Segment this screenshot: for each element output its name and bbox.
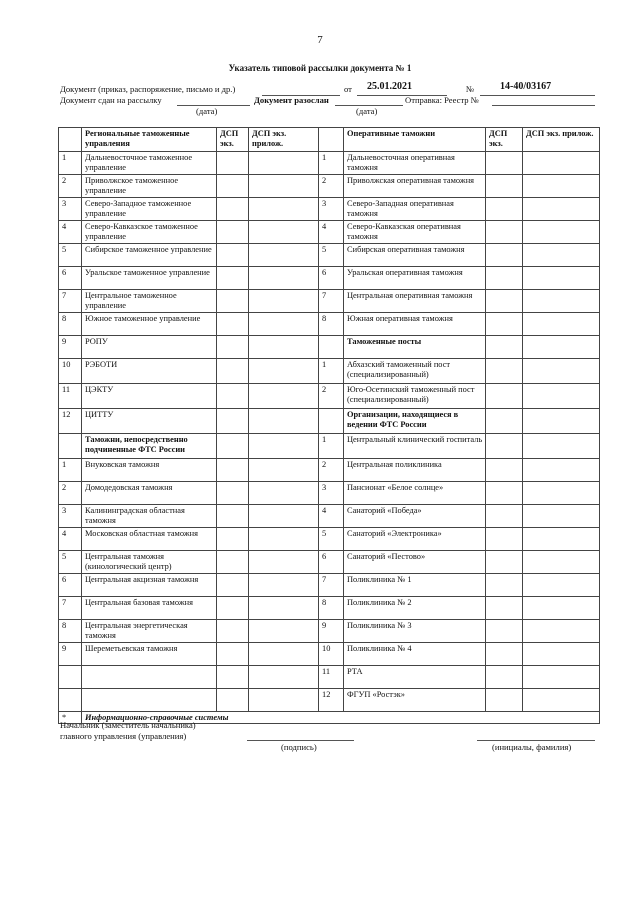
table-row <box>59 643 600 666</box>
left-dsp-copies-cell <box>217 689 249 712</box>
left-recipient-name: Северо-Кавказское таможенное управление <box>82 221 217 244</box>
right-row-number: 12 <box>319 689 344 712</box>
right-dsp-attachments-cell <box>523 244 600 267</box>
right-dsp-attachments-cell <box>523 313 600 336</box>
table-row <box>59 528 600 551</box>
right-recipient-name: Центральный клинический госпиталь <box>344 434 486 459</box>
doc-type-label: Документ (приказ, распоряжение, письмо и др.) <box>60 84 236 94</box>
left-dsp-copies-cell <box>217 175 249 198</box>
left-dsp-copies-cell <box>217 384 249 409</box>
left-recipient-name: Московская областная таможня <box>82 528 217 551</box>
left-dsp-copies-cell <box>217 221 249 244</box>
right-row-number: 1 <box>319 152 344 175</box>
header-num-right <box>319 128 344 152</box>
right-dsp-copies-cell <box>486 384 523 409</box>
left-recipient-name: РЭБОТИ <box>82 359 217 384</box>
footer-text: Информационно-справочные системы <box>82 712 600 724</box>
right-dsp-copies-cell <box>486 597 523 620</box>
right-dsp-attachments-cell <box>523 221 600 244</box>
left-recipient-name: Центральная энергетическая таможня <box>82 620 217 643</box>
right-row-number: 2 <box>319 384 344 409</box>
header-dsp-copies-right: ДСП экз. <box>486 128 523 152</box>
left-dsp-copies-cell <box>217 505 249 528</box>
right-recipient-name: Приволжская оперативная таможня <box>344 175 486 198</box>
right-recipient-name: Поликлиника № 3 <box>344 620 486 643</box>
right-dsp-copies-cell <box>486 198 523 221</box>
table-row <box>59 244 600 267</box>
right-row-number: 3 <box>319 198 344 221</box>
right-dsp-attachments-cell <box>523 434 600 459</box>
left-dsp-attachments-cell <box>249 551 319 574</box>
right-dsp-copies-cell <box>486 689 523 712</box>
right-row-number: 2 <box>319 175 344 198</box>
right-dsp-attachments-cell <box>523 336 600 359</box>
right-recipient-name: ФГУП «Ростэк» <box>344 689 486 712</box>
left-recipient-name: Дальневосточное таможенное управление <box>82 152 217 175</box>
left-recipient-name: Центральная таможня (кинологический центр) <box>82 551 217 574</box>
left-dsp-attachments-cell <box>249 597 319 620</box>
doc-from-label: от <box>344 84 352 94</box>
left-row-number <box>59 689 82 712</box>
left-dsp-attachments-cell <box>249 666 319 689</box>
right-dsp-copies-cell <box>486 336 523 359</box>
table-row <box>59 666 600 689</box>
left-dsp-attachments-cell <box>249 459 319 482</box>
left-row-number: 12 <box>59 409 82 434</box>
right-recipient-name: Северо-Западная оперативная таможня <box>344 198 486 221</box>
left-dsp-attachments-cell <box>249 482 319 505</box>
name-caption: (инициалы, фамилия) <box>492 742 572 752</box>
right-dsp-copies-cell <box>486 290 523 313</box>
table-row <box>59 359 600 384</box>
right-row-number: 6 <box>319 267 344 290</box>
right-row-number: 11 <box>319 666 344 689</box>
distribution-table <box>58 127 600 724</box>
left-row-number: 9 <box>59 336 82 359</box>
right-dsp-copies-cell <box>486 620 523 643</box>
signature-line2: главного управления (управления) <box>60 731 187 741</box>
doc-date: 25.01.2021 <box>367 81 412 92</box>
right-dsp-attachments-cell <box>523 574 600 597</box>
table-row <box>59 459 600 482</box>
left-dsp-copies-cell <box>217 551 249 574</box>
left-row-number <box>59 434 82 459</box>
left-dsp-copies-cell <box>217 152 249 175</box>
left-dsp-attachments-cell <box>249 528 319 551</box>
left-dsp-copies-cell <box>217 574 249 597</box>
right-row-number: 5 <box>319 244 344 267</box>
doc-number: 14-40/03167 <box>500 81 552 92</box>
right-dsp-copies-cell <box>486 221 523 244</box>
right-row-number: 9 <box>319 620 344 643</box>
left-row-number: 2 <box>59 482 82 505</box>
left-dsp-attachments-cell <box>249 313 319 336</box>
table-row <box>59 336 600 359</box>
right-recipient-name: Дальневосточная оперативная таможня <box>344 152 486 175</box>
left-recipient-name: Южное таможенное управление <box>82 313 217 336</box>
right-dsp-attachments-cell <box>523 290 600 313</box>
right-recipient-name: Поликлиника № 2 <box>344 597 486 620</box>
left-row-number: 5 <box>59 551 82 574</box>
left-dsp-copies-cell <box>217 620 249 643</box>
left-dsp-copies-cell <box>217 528 249 551</box>
right-recipient-name: Пансионат «Белое солнце» <box>344 482 486 505</box>
right-recipient-name: Поликлиника № 4 <box>344 643 486 666</box>
signature-line <box>247 740 354 741</box>
header-regional: Региональные таможенные управления <box>82 128 217 152</box>
right-recipient-name: Центральная поликлиника <box>344 459 486 482</box>
left-dsp-attachments-cell <box>249 574 319 597</box>
right-dsp-attachments-cell <box>523 666 600 689</box>
left-dsp-attachments-cell <box>249 643 319 666</box>
page-number: 7 <box>317 34 323 46</box>
left-recipient-name: Центральная базовая таможня <box>82 597 217 620</box>
right-dsp-attachments-cell <box>523 152 600 175</box>
right-dsp-attachments-cell <box>523 505 600 528</box>
right-row-number: 7 <box>319 290 344 313</box>
right-dsp-copies-cell <box>486 409 523 434</box>
header-dsp-copies: ДСП экз. <box>217 128 249 152</box>
right-dsp-attachments-cell <box>523 359 600 384</box>
left-recipient-name: ЦЭКТУ <box>82 384 217 409</box>
table-row <box>59 152 600 175</box>
left-row-number: 3 <box>59 198 82 221</box>
left-row-number: 7 <box>59 290 82 313</box>
left-row-number: 5 <box>59 244 82 267</box>
left-dsp-copies-cell <box>217 198 249 221</box>
left-dsp-attachments-cell <box>249 384 319 409</box>
doc-dispatch-line <box>492 105 595 106</box>
right-recipient-name: Санаторий «Пестово» <box>344 551 486 574</box>
left-recipient-name: Приволжское таможенное управление <box>82 175 217 198</box>
left-recipient-name: Калининградская областная таможня <box>82 505 217 528</box>
right-dsp-attachments-cell <box>523 643 600 666</box>
left-recipient-name: ЦИТТУ <box>82 409 217 434</box>
left-row-number: 8 <box>59 620 82 643</box>
left-row-number: 10 <box>59 359 82 384</box>
right-recipient-name: Уральская оперативная таможня <box>344 267 486 290</box>
right-dsp-copies-cell <box>486 434 523 459</box>
right-dsp-copies-cell <box>486 505 523 528</box>
right-row-number: 1 <box>319 434 344 459</box>
table-row <box>59 620 600 643</box>
left-recipient-name <box>82 689 217 712</box>
right-row-number: 7 <box>319 574 344 597</box>
right-dsp-copies-cell <box>486 574 523 597</box>
left-recipient-name: Уральское таможенное управление <box>82 267 217 290</box>
right-dsp-copies-cell <box>486 175 523 198</box>
left-dsp-copies-cell <box>217 666 249 689</box>
footer-mark: * <box>59 712 82 724</box>
right-dsp-attachments-cell <box>523 528 600 551</box>
right-dsp-attachments-cell <box>523 482 600 505</box>
header-num-left <box>59 128 82 152</box>
table-row <box>59 434 600 459</box>
left-recipient-name: Таможни, непосредственно подчиненные ФТС России <box>82 434 217 459</box>
right-dsp-attachments-cell <box>523 267 600 290</box>
right-dsp-attachments-cell <box>523 551 600 574</box>
doc-number-line <box>480 95 595 96</box>
left-dsp-copies-cell <box>217 244 249 267</box>
right-dsp-attachments-cell <box>523 597 600 620</box>
right-dsp-attachments-cell <box>523 409 600 434</box>
right-dsp-copies-cell <box>486 643 523 666</box>
signature-caption: (подпись) <box>281 742 317 752</box>
right-row-number: 6 <box>319 551 344 574</box>
doc-dispatch-label: Отправка: Реестр № <box>405 95 479 105</box>
left-recipient-name: Шереметьевская таможня <box>82 643 217 666</box>
table-row <box>59 482 600 505</box>
right-row-number: 4 <box>319 221 344 244</box>
right-recipient-name: Северо-Кавказская оперативная таможня <box>344 221 486 244</box>
left-dsp-copies-cell <box>217 359 249 384</box>
right-dsp-attachments-cell <box>523 175 600 198</box>
right-row-number: 10 <box>319 643 344 666</box>
right-recipient-name: Таможенные посты <box>344 336 486 359</box>
right-dsp-copies-cell <box>486 666 523 689</box>
right-dsp-copies-cell <box>486 482 523 505</box>
left-dsp-copies-cell <box>217 482 249 505</box>
right-recipient-name: Санаторий «Победа» <box>344 505 486 528</box>
left-dsp-copies-cell <box>217 597 249 620</box>
right-row-number: 3 <box>319 482 344 505</box>
left-dsp-copies-cell <box>217 409 249 434</box>
table-row <box>59 290 600 313</box>
left-row-number: 8 <box>59 313 82 336</box>
right-dsp-copies-cell <box>486 267 523 290</box>
table-row <box>59 574 600 597</box>
left-row-number: 4 <box>59 528 82 551</box>
left-dsp-attachments-cell <box>249 434 319 459</box>
left-dsp-attachments-cell <box>249 244 319 267</box>
right-dsp-attachments-cell <box>523 198 600 221</box>
left-recipient-name: Сибирское таможенное управление <box>82 244 217 267</box>
table-row <box>59 384 600 409</box>
left-dsp-attachments-cell <box>249 290 319 313</box>
right-dsp-attachments-cell <box>523 620 600 643</box>
right-recipient-name: Абхазский таможенный пост (специализированный) <box>344 359 486 384</box>
left-dsp-attachments-cell <box>249 336 319 359</box>
header-operative: Оперативные таможни <box>344 128 486 152</box>
right-dsp-copies-cell <box>486 551 523 574</box>
left-recipient-name: Центральное таможенное управление <box>82 290 217 313</box>
right-recipient-name: Центральная оперативная таможня <box>344 290 486 313</box>
left-dsp-attachments-cell <box>249 152 319 175</box>
left-dsp-copies-cell <box>217 313 249 336</box>
left-dsp-attachments-cell <box>249 689 319 712</box>
left-recipient-name: Северо-Западное таможенное управление <box>82 198 217 221</box>
table-row <box>59 689 600 712</box>
left-dsp-attachments-cell <box>249 175 319 198</box>
left-row-number <box>59 666 82 689</box>
left-row-number: 1 <box>59 152 82 175</box>
doc-sent-label: Документ сдан на рассылку <box>60 95 162 105</box>
left-row-number: 1 <box>59 459 82 482</box>
date-caption-1: (дата) <box>196 106 218 116</box>
right-dsp-attachments-cell <box>523 384 600 409</box>
right-dsp-copies-cell <box>486 359 523 384</box>
right-dsp-copies-cell <box>486 313 523 336</box>
right-recipient-name: Организации, находящиеся в ведении ФТС России <box>344 409 486 434</box>
right-recipient-name: Поликлиника № 1 <box>344 574 486 597</box>
left-recipient-name: РОПУ <box>82 336 217 359</box>
table-row <box>59 198 600 221</box>
left-row-number: 9 <box>59 643 82 666</box>
right-row-number <box>319 409 344 434</box>
right-recipient-name: Юго-Осетинский таможенный пост (специализированный) <box>344 384 486 409</box>
header-dsp-attachments-right: ДСП экз. прилож. <box>523 128 600 152</box>
name-line <box>477 740 595 741</box>
left-row-number: 11 <box>59 384 82 409</box>
left-row-number: 4 <box>59 221 82 244</box>
right-row-number: 5 <box>319 528 344 551</box>
table-row <box>59 409 600 434</box>
right-row-number: 8 <box>319 313 344 336</box>
right-dsp-attachments-cell <box>523 689 600 712</box>
table-row <box>59 505 600 528</box>
right-row-number <box>319 336 344 359</box>
doc-distributed-label: Документ разослан <box>254 95 329 105</box>
table-row <box>59 221 600 244</box>
signature-line1: Начальник (заместитель начальника) <box>60 720 196 730</box>
date-caption-2: (дата) <box>356 106 378 116</box>
header-dsp-attachments: ДСП экз. прилож. <box>249 128 319 152</box>
table-row <box>59 551 600 574</box>
left-recipient-name: Домодедовская таможня <box>82 482 217 505</box>
table-row <box>59 313 600 336</box>
left-recipient-name: Внуковская таможня <box>82 459 217 482</box>
left-dsp-copies-cell <box>217 434 249 459</box>
right-row-number: 8 <box>319 597 344 620</box>
left-recipient-name <box>82 666 217 689</box>
left-dsp-attachments-cell <box>249 221 319 244</box>
right-row-number: 2 <box>319 459 344 482</box>
right-row-number: 1 <box>319 359 344 384</box>
right-dsp-copies-cell <box>486 152 523 175</box>
table-row <box>59 597 600 620</box>
table-row <box>59 267 600 290</box>
right-recipient-name: РТА <box>344 666 486 689</box>
right-recipient-name: Южная оперативная таможня <box>344 313 486 336</box>
right-row-number: 4 <box>319 505 344 528</box>
left-dsp-copies-cell <box>217 459 249 482</box>
left-row-number: 6 <box>59 267 82 290</box>
table-row <box>59 175 600 198</box>
left-dsp-attachments-cell <box>249 620 319 643</box>
table-header-row <box>59 128 600 152</box>
left-recipient-name: Центральная акцизная таможня <box>82 574 217 597</box>
left-dsp-copies-cell <box>217 267 249 290</box>
right-dsp-copies-cell <box>486 459 523 482</box>
left-row-number: 6 <box>59 574 82 597</box>
doc-number-label: № <box>466 84 475 94</box>
left-dsp-attachments-cell <box>249 359 319 384</box>
left-row-number: 2 <box>59 175 82 198</box>
left-dsp-copies-cell <box>217 290 249 313</box>
left-dsp-attachments-cell <box>249 198 319 221</box>
left-dsp-copies-cell <box>217 643 249 666</box>
right-dsp-copies-cell <box>486 528 523 551</box>
left-dsp-attachments-cell <box>249 505 319 528</box>
left-dsp-attachments-cell <box>249 267 319 290</box>
left-dsp-copies-cell <box>217 336 249 359</box>
left-dsp-attachments-cell <box>249 409 319 434</box>
left-row-number: 3 <box>59 505 82 528</box>
right-recipient-name: Сибирская оперативная таможня <box>344 244 486 267</box>
left-row-number: 7 <box>59 597 82 620</box>
right-dsp-copies-cell <box>486 244 523 267</box>
right-dsp-attachments-cell <box>523 459 600 482</box>
document-title: Указатель типовой рассылки документа № 1 <box>228 63 412 73</box>
right-recipient-name: Санаторий «Электроника» <box>344 528 486 551</box>
